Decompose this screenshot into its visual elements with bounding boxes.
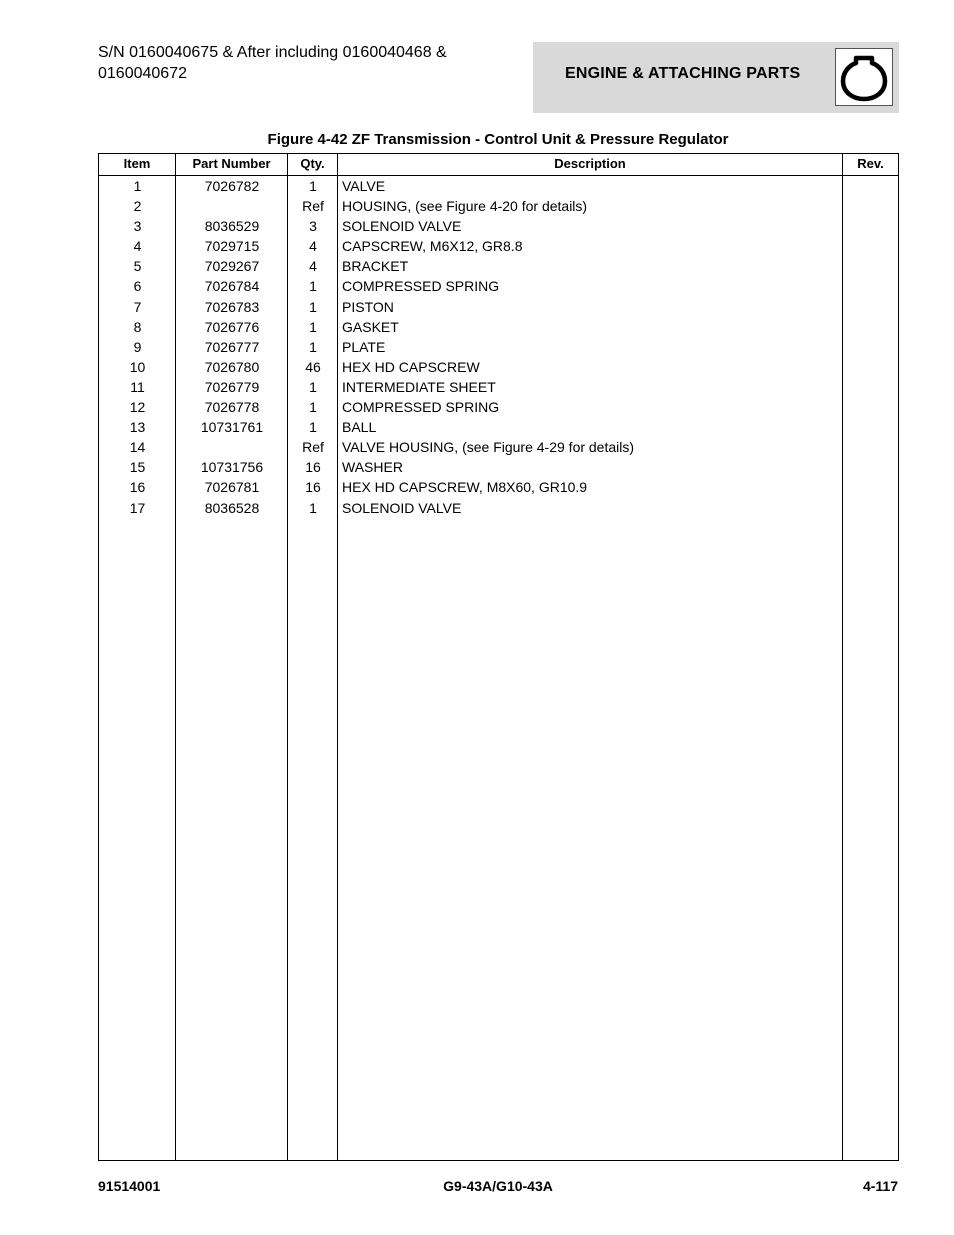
column-header-description: Description [554, 156, 626, 171]
table-row [99, 477, 898, 497]
cell-item: 16 [129, 479, 146, 496]
cell-description: PLATE [342, 338, 386, 355]
cell-item: 9 [133, 338, 142, 355]
figure-title: Figure 4-42 ZF Transmission - Control Unit & Pressure Regulator [267, 131, 729, 148]
cell-description: SOLENOID VALVE [342, 499, 462, 516]
cell-qty: 4 [309, 238, 317, 255]
cell-qty: 16 [305, 479, 321, 496]
column-header-item: Item [123, 156, 151, 171]
cell-item: 12 [129, 399, 146, 416]
parts-table [98, 153, 899, 1161]
cell-item: 11 [130, 378, 145, 395]
table-row [99, 196, 898, 216]
cell-item: 6 [133, 278, 142, 295]
cell-item: 4 [133, 238, 142, 255]
cell-description: VALVE [342, 178, 386, 194]
cell-item: 15 [129, 459, 146, 476]
cell-part-number: 8036528 [204, 499, 260, 516]
cell-description: PISTON [342, 298, 394, 315]
cell-item: 8 [133, 318, 142, 335]
cell-part-number: 7026781 [204, 479, 260, 496]
cell-qty: 1 [309, 419, 317, 436]
cell-item: 1 [133, 178, 142, 194]
cell-description: INTERMEDIATE SHEET [342, 378, 496, 395]
cell-qty: 46 [305, 358, 321, 375]
serial-line-2: 0160040672 [98, 65, 187, 82]
cell-description: COMPRESSED SPRING [342, 278, 500, 295]
serial-line-1: S/N 0160040675 & After including 0160040468 & [98, 44, 447, 61]
cell-description: COMPRESSED SPRING [342, 399, 500, 416]
cell-qty: 1 [309, 378, 317, 395]
cell-qty: Ref [302, 439, 324, 456]
cell-description: VALVE HOUSING, (see Figure 4-29 for details) [342, 439, 635, 456]
cell-part-number: 8036529 [204, 218, 260, 235]
cell-description: HEX HD CAPSCREW [342, 358, 480, 375]
table-row [99, 357, 898, 377]
cell-description: WASHER [342, 459, 403, 476]
table-row [99, 498, 898, 518]
cell-description: BRACKET [342, 258, 409, 275]
cell-qty: 16 [305, 459, 321, 476]
table-row [99, 397, 898, 417]
cell-part-number: 7026779 [204, 378, 260, 395]
table-row [99, 297, 898, 317]
table-row [99, 437, 898, 457]
cell-part-number: 7026777 [204, 338, 260, 355]
cell-item: 13 [129, 419, 146, 436]
cell-part-number: 7026778 [204, 399, 260, 416]
cell-description: HOUSING, (see Figure 4-20 for details) [342, 198, 588, 215]
table-row [99, 457, 898, 477]
table-row [99, 276, 898, 296]
serial-number-header [98, 42, 518, 84]
table-body [99, 176, 898, 518]
cell-part-number: 7029267 [204, 258, 260, 275]
cell-qty: Ref [302, 198, 324, 215]
cell-description: CAPSCREW, M6X12, GR8.8 [342, 238, 523, 255]
cell-qty: 1 [309, 298, 317, 315]
column-header-qty: Qty. [300, 156, 325, 171]
cell-qty: 1 [309, 399, 317, 416]
cell-item: 3 [133, 218, 142, 235]
cell-description: HEX HD CAPSCREW, M8X60, GR10.9 [342, 479, 588, 496]
table-row [99, 256, 898, 276]
cell-description: SOLENOID VALVE [342, 218, 462, 235]
footer-doc-number: 91514001 [98, 1178, 161, 1194]
cell-qty: 1 [309, 338, 317, 355]
cell-part-number: 7026780 [204, 358, 260, 375]
cell-qty: 1 [309, 178, 317, 194]
cell-qty: 1 [309, 278, 317, 295]
table-row [99, 317, 898, 337]
cell-part-number: 7026776 [204, 318, 260, 335]
cell-part-number: 7026782 [204, 178, 260, 194]
cell-item: 7 [133, 298, 142, 315]
cell-item: 17 [129, 499, 146, 516]
cell-part-number: 7026784 [204, 278, 260, 295]
cell-qty: 4 [309, 258, 317, 275]
column-header-part-number: Part Number [192, 156, 271, 171]
engine-icon [835, 48, 893, 106]
cell-part-number: 10731756 [200, 459, 264, 476]
cell-part-number: 7026783 [204, 298, 260, 315]
footer-model: G9-43A/G10-43A [443, 1178, 553, 1194]
cell-item: 2 [133, 198, 142, 215]
cell-qty: 3 [309, 218, 317, 235]
cell-description: BALL [342, 419, 377, 436]
table-row [99, 216, 898, 236]
cell-item: 14 [129, 439, 146, 456]
cell-qty: 1 [309, 318, 317, 335]
table-row [99, 417, 898, 437]
cell-description: GASKET [342, 318, 399, 335]
cell-item: 10 [129, 358, 146, 375]
cell-part-number: 7029715 [204, 238, 260, 255]
table-row [99, 176, 898, 196]
table-row [99, 236, 898, 256]
footer-page-number: 4-117 [862, 1178, 898, 1194]
cell-item: 5 [133, 258, 142, 275]
section-title: ENGINE & ATTACHING PARTS [565, 65, 801, 82]
cell-part-number: 10731761 [200, 419, 264, 436]
table-row [99, 377, 898, 397]
section-banner [533, 42, 899, 113]
column-header-rev: Rev. [857, 156, 884, 171]
cell-qty: 1 [309, 499, 317, 516]
table-row [99, 337, 898, 357]
